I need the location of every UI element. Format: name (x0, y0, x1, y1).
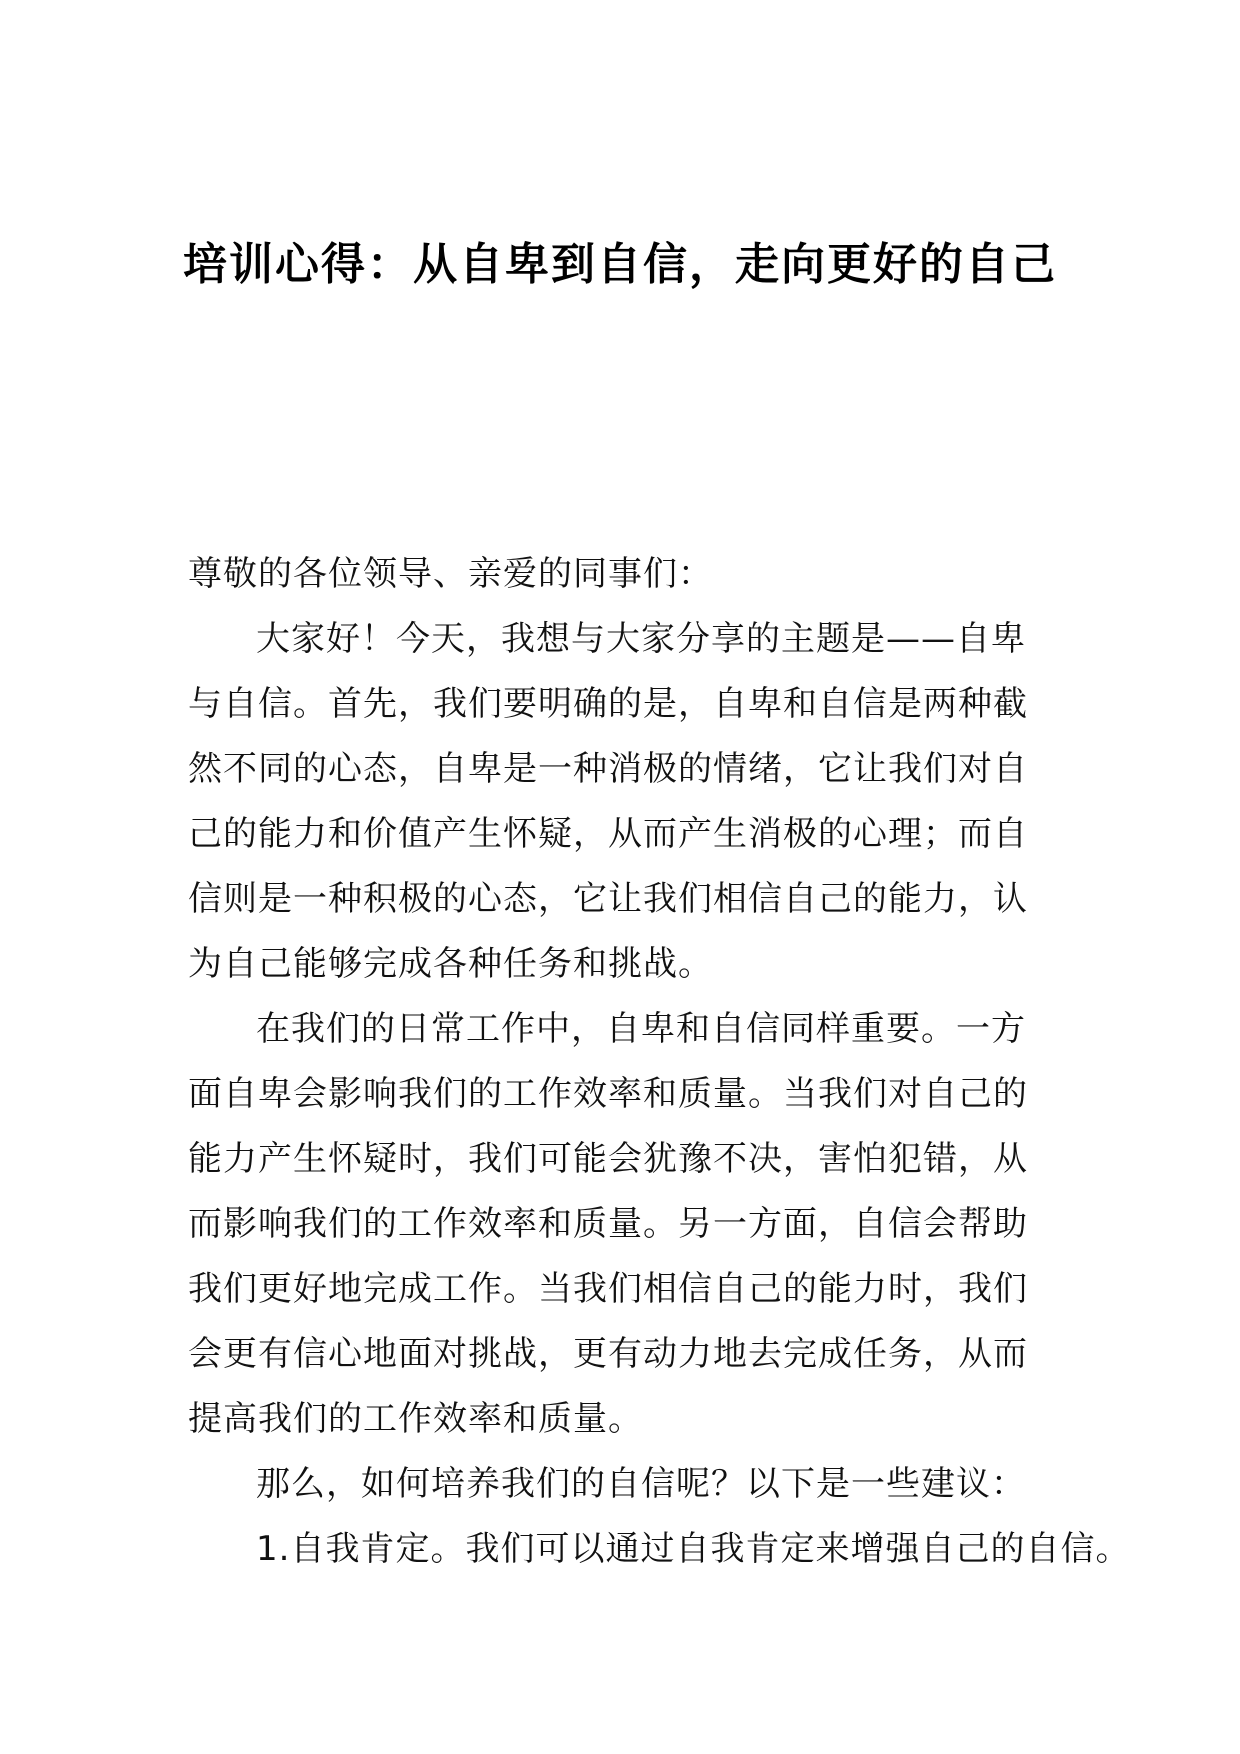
paragraph-work: 在我们的日常工作中，自卑和自信同样重要。一方面自卑会影响我们的工作效率和质量。当我们对自己的能力产生怀疑时，我们可能会犹豫不决，害怕犯错，从而影响我们的工作效率和质量。另一方面，自信会帮助我们更好地完成工作。当我们相信自己的能力时，我们会更有信心地面对挑战，更有动力地去完成任务，从而提高我们的工作效率和质量。 (188, 1009, 1028, 1439)
salutation: 尊敬的各位领导、亲爱的同事们： (188, 554, 713, 594)
paragraph-intro: 大家好！今天，我想与大家分享的主题是——自卑与自信。首先，我们要明确的是，自卑和自信是两种截然不同的心态，自卑是一种消极的情绪，它让我们对自己的能力和价值产生怀疑，从而产生消极的心理；而自信则是一种积极的心态，它让我们相信自己的能力，认为自己能够完成各种任务和挑战。 (188, 619, 1028, 984)
document-title: 培训心得：从自卑到自信，走向更好的自己 (183, 239, 1057, 290)
paragraph-question: 那么，如何培养我们的自信呢？以下是一些建议： (256, 1464, 1026, 1504)
document-body (188, 542, 1131, 1582)
list-item-self-affirmation: 1.自我肯定。我们可以通过自我肯定来增强自己的自信。 (256, 1529, 1131, 1569)
